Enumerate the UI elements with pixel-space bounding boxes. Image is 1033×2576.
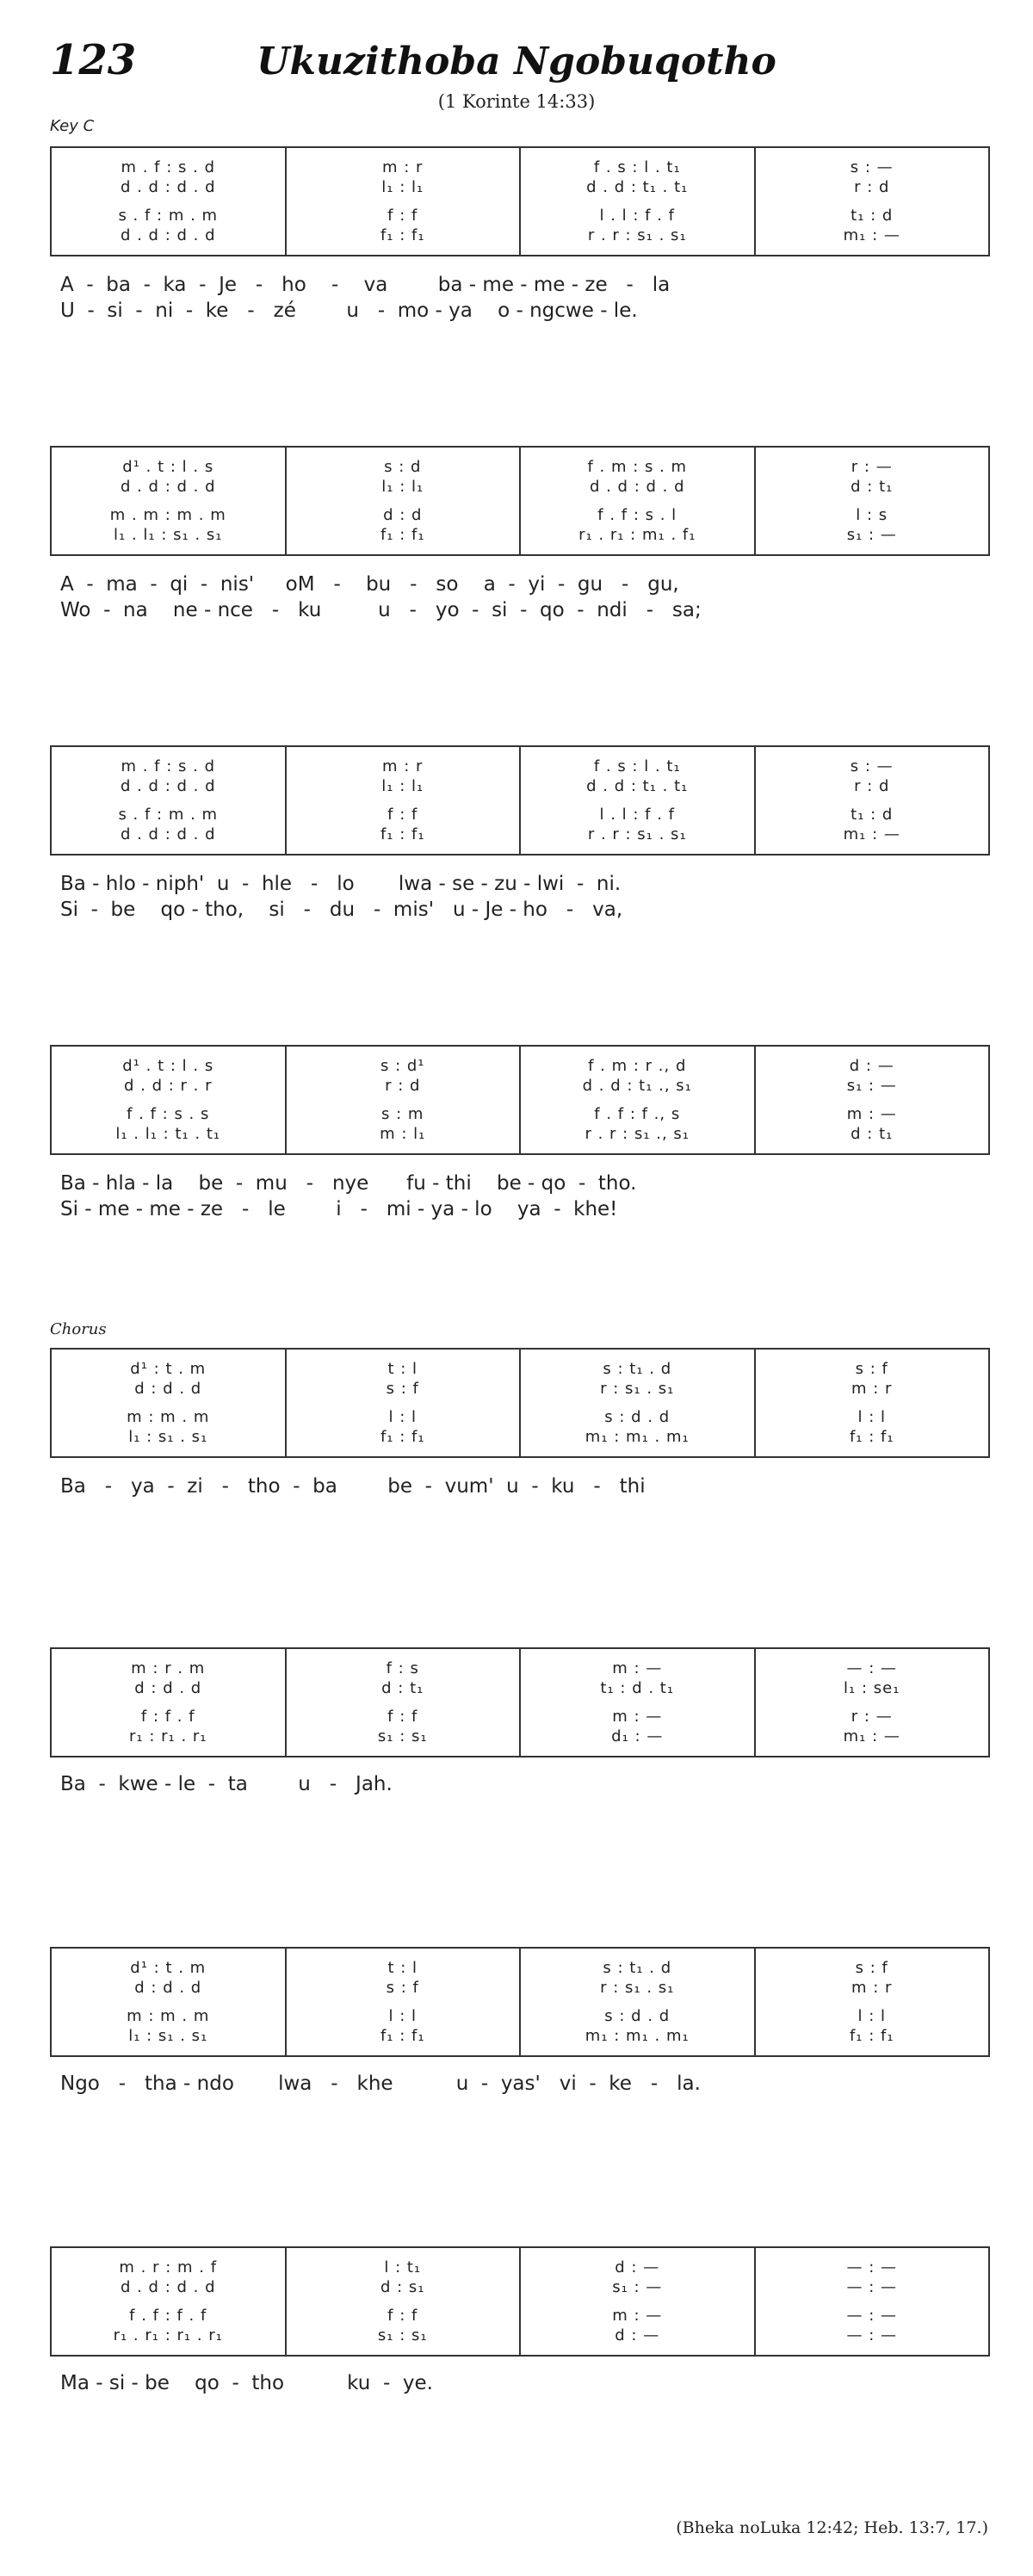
measure — [754, 747, 989, 854]
solfa-row: l . l : f . f — [599, 207, 675, 225]
solfa-row: m : — — [612, 1659, 663, 1677]
solfa-row: d : d . d — [134, 1679, 202, 1697]
solfa-row: r . r : s₁ . s₁ — [587, 825, 687, 843]
solfa-row: m : m . m — [127, 1408, 210, 1426]
solfa-row: m₁ : — — [843, 825, 900, 843]
measure — [52, 448, 285, 554]
measure — [754, 1649, 989, 1756]
solfa-row: f . m : s . m — [587, 458, 688, 476]
music-system — [50, 1348, 990, 1458]
solfa-row: m₁ : — — [843, 1727, 900, 1745]
solfa-row: s : — — [850, 757, 894, 775]
measure — [519, 448, 754, 554]
solfa-row: s : f — [855, 1360, 888, 1378]
solfa-row: d : — — [615, 2326, 660, 2344]
solfa-row: d . d : d . d — [120, 2278, 216, 2296]
hymn-number: 123 — [50, 36, 137, 84]
measure — [754, 1350, 989, 1456]
solfa-row: r : — — [851, 1708, 893, 1726]
solfa-row: — : — — [846, 1659, 897, 1677]
solfa-row: m : m . m — [127, 2007, 210, 2025]
footnote: (Bheka noLuka 12:42; Heb. 13:7, 17.) — [676, 2518, 988, 2537]
solfa-row: t : l — [387, 1959, 418, 1977]
solfa-row: r : d — [854, 178, 890, 196]
solfa-row: f . f : s . l — [597, 506, 677, 524]
measure — [519, 1350, 754, 1456]
solfa-row: f . f : f ., s — [594, 1105, 681, 1123]
measure — [519, 2248, 754, 2355]
music-system — [50, 146, 990, 256]
solfa-row: f : f — [387, 1708, 418, 1726]
solfa-row: t₁ : d . t₁ — [600, 1679, 675, 1697]
solfa-row: d¹ : t . m — [130, 1959, 207, 1977]
lyric-line: Wo - na ne - nce - ku u - yo - si - qo - ndi - sa; — [60, 599, 702, 621]
solfa-row: d : — — [849, 1057, 894, 1075]
measure — [52, 1949, 285, 2055]
solfa-row: f₁ : f₁ — [380, 2027, 425, 2045]
solfa-row: d¹ . t : l . s — [122, 458, 214, 476]
solfa-row: s₁ : — — [612, 2278, 663, 2296]
solfa-row: s₁ : — — [846, 1077, 897, 1095]
lyric-line: A - ma - qi - nis' oM - bu - so a - yi - gu - gu, — [60, 573, 679, 596]
measure — [754, 2248, 989, 2355]
solfa-row: d : t₁ — [381, 1679, 424, 1697]
solfa-row: m₁ : m₁ . m₁ — [585, 1428, 690, 1446]
lyric-line: A - ba - ka - Je - ho - va ba - me - me - ze - la — [60, 274, 671, 296]
solfa-row: d : s₁ — [380, 2278, 425, 2296]
measure — [285, 448, 520, 554]
lyric-line: Ba - hla - la be - mu - nye fu - thi be - qo - tho. — [60, 1172, 637, 1195]
solfa-row: m . f : s . d — [121, 757, 215, 775]
measure — [519, 1649, 754, 1756]
lyric-line: Si - me - me - ze - le i - mi - ya - lo ya - khe! — [60, 1198, 618, 1220]
solfa-row: s : t₁ . d — [603, 1959, 672, 1977]
lyric-line: Ngo - tha - ndo lwa - khe u - yas' vi - ke - la. — [60, 2073, 701, 2095]
solfa-row: d : — — [615, 2258, 660, 2276]
music-system — [50, 2246, 990, 2357]
measure — [52, 1047, 285, 1153]
solfa-row: m : — — [612, 2307, 663, 2325]
lyric-line: Ma - si - be qo - tho ku - ye. — [60, 2372, 433, 2394]
solfa-row: l₁ : s₁ . s₁ — [128, 1428, 208, 1446]
solfa-row: d : t₁ — [851, 478, 894, 496]
solfa-row: l₁ : l₁ — [381, 478, 424, 496]
solfa-row: s : t₁ . d — [603, 1360, 672, 1378]
solfa-row: r₁ . r₁ : r₁ . r₁ — [113, 2326, 223, 2344]
solfa-row: m : — — [846, 1105, 897, 1123]
measure — [52, 2248, 285, 2355]
solfa-row: d : t₁ — [851, 1125, 894, 1143]
measure — [52, 747, 285, 854]
solfa-row: m . m : m . m — [109, 506, 226, 524]
solfa-row: s₁ : s₁ — [377, 1727, 428, 1745]
solfa-row: l : l — [857, 1408, 886, 1426]
solfa-row: d . d : t₁ . t₁ — [586, 178, 689, 196]
solfa-row: l₁ . l₁ : s₁ . s₁ — [114, 526, 223, 544]
measure — [519, 1949, 754, 2055]
solfa-row: r . r : s₁ ., s₁ — [585, 1125, 690, 1143]
solfa-row: l₁ : s₁ . s₁ — [128, 2027, 208, 2045]
music-system — [50, 446, 990, 556]
measure — [52, 148, 285, 255]
solfa-row: f : s — [386, 1659, 419, 1677]
measure — [754, 148, 989, 255]
measure — [285, 2248, 520, 2355]
solfa-row: d . d : d . d — [120, 825, 216, 843]
solfa-row: l : l — [388, 2007, 417, 2025]
solfa-row: m : — — [612, 1708, 663, 1726]
solfa-row: t : l — [387, 1360, 418, 1378]
solfa-row: r : — — [851, 458, 893, 476]
solfa-row: m : r . m — [131, 1659, 206, 1677]
solfa-row: f₁ : f₁ — [380, 825, 425, 843]
solfa-row: f . f : f . f — [129, 2307, 207, 2325]
solfa-row: l . l : f . f — [599, 806, 675, 824]
measure — [52, 1649, 285, 1756]
solfa-row: l₁ : se₁ — [844, 1679, 900, 1697]
solfa-row: s . f : m . m — [118, 207, 219, 225]
solfa-row: f₁ : f₁ — [380, 526, 425, 544]
solfa-row: d¹ . t : l . s — [122, 1057, 214, 1075]
solfa-row: s : — — [850, 158, 894, 176]
measure — [285, 747, 520, 854]
solfa-row: f : f — [387, 2307, 418, 2325]
solfa-row: s₁ : s₁ — [377, 2326, 428, 2344]
solfa-row: s : f — [386, 1979, 419, 1997]
solfa-row: f . f : s . s — [127, 1105, 210, 1123]
solfa-row: f . m : r ., d — [588, 1057, 687, 1075]
solfa-row: m : r — [382, 158, 424, 176]
solfa-row: s . f : m . m — [118, 806, 219, 824]
solfa-row: r : s₁ . s₁ — [600, 1979, 675, 1997]
solfa-row: m : r — [382, 757, 424, 775]
solfa-row: m : l₁ — [380, 1125, 426, 1143]
solfa-row: m₁ : m₁ . m₁ — [585, 2027, 690, 2045]
solfa-row: d . d : d . d — [120, 226, 216, 244]
solfa-row: f₁ : f₁ — [380, 1428, 425, 1446]
solfa-row: r . r : s₁ . s₁ — [587, 226, 687, 244]
solfa-row: d : d — [383, 506, 423, 524]
lyric-line: U - si - ni - ke - zé u - mo - ya o - ngcwe - le. — [60, 300, 638, 322]
measure — [754, 1047, 989, 1153]
measure — [285, 1949, 520, 2055]
lyric-line: Si - be qo - tho, si - du - mis' u - Je - ho - va, — [60, 899, 623, 921]
solfa-row: f . s : l . t₁ — [593, 158, 681, 176]
music-system — [50, 1647, 990, 1757]
solfa-row: m . f : s . d — [121, 158, 215, 176]
solfa-row: l : t₁ — [384, 2258, 422, 2276]
solfa-row: l₁ : l₁ — [381, 178, 424, 196]
lyric-line: Ba - kwe - le - ta u - Jah. — [60, 1773, 393, 1795]
solfa-row: f : f — [387, 207, 418, 225]
solfa-row: s : d . d — [604, 1408, 671, 1426]
measure — [754, 448, 989, 554]
music-system — [50, 1045, 990, 1155]
solfa-row: m : r — [851, 1380, 893, 1398]
solfa-row: d₁ : — — [611, 1727, 664, 1745]
solfa-row: — : — — [846, 2258, 897, 2276]
solfa-row: r : d — [385, 1077, 421, 1095]
measure — [519, 1047, 754, 1153]
measure — [285, 1649, 520, 1756]
music-system — [50, 1947, 990, 2057]
lyric-line: Ba - ya - zi - tho - ba be - vum' u - ku - thi — [60, 1475, 646, 1498]
solfa-row: s : d — [384, 458, 422, 476]
solfa-row: d . d : d . d — [120, 777, 216, 795]
music-system — [50, 745, 990, 856]
chorus-label: Chorus — [50, 1320, 107, 1338]
solfa-row: r₁ . r₁ : m₁ . f₁ — [578, 526, 696, 544]
solfa-row: l₁ : l₁ — [381, 777, 424, 795]
measure — [285, 1350, 520, 1456]
solfa-row: d : d . d — [134, 1380, 202, 1398]
solfa-row: f₁ : f₁ — [849, 1428, 894, 1446]
solfa-row: d . d : r . r — [124, 1077, 213, 1095]
solfa-row: r₁ : r₁ . r₁ — [128, 1727, 207, 1745]
solfa-row: d . d : d . d — [120, 178, 216, 196]
solfa-row: d¹ : t . m — [130, 1360, 207, 1378]
measure — [285, 1047, 520, 1153]
solfa-row: r : d — [854, 777, 890, 795]
solfa-row: d . d : t₁ . t₁ — [586, 777, 689, 795]
solfa-row: s : d¹ — [380, 1057, 425, 1075]
solfa-row: r : s₁ . s₁ — [600, 1380, 675, 1398]
scripture-reference: (1 Korinte 14:33) — [437, 91, 596, 112]
measure — [285, 148, 520, 255]
measure — [52, 1350, 285, 1456]
solfa-row: s₁ : — — [846, 526, 897, 544]
solfa-row: f₁ : f₁ — [380, 226, 425, 244]
solfa-row: d . d : d . d — [589, 478, 685, 496]
solfa-row: s : f — [855, 1959, 888, 1977]
solfa-row: — : — — [846, 2326, 897, 2344]
solfa-row: s : f — [386, 1380, 419, 1398]
solfa-row: d : d . d — [134, 1979, 202, 1997]
solfa-row: f : f . f — [140, 1708, 195, 1726]
solfa-row: — : — — [846, 2307, 897, 2325]
solfa-row: d . d : d . d — [120, 478, 216, 496]
solfa-row: m₁ : — — [843, 226, 900, 244]
solfa-row: t₁ : d — [851, 806, 894, 824]
measure — [519, 148, 754, 255]
solfa-row: f : f — [387, 806, 418, 824]
hymn-title: Ukuzithoba Ngobuqotho — [257, 40, 776, 83]
solfa-row: l : l — [857, 2007, 886, 2025]
measure — [519, 747, 754, 854]
solfa-row: m : r — [851, 1979, 893, 1997]
lyric-line: Ba - hlo - niph' u - hle - lo lwa - se - zu - lwi - ni. — [60, 873, 622, 895]
solfa-row: s : d . d — [604, 2007, 671, 2025]
solfa-row: f . s : l . t₁ — [593, 757, 681, 775]
solfa-row: s : m — [381, 1105, 424, 1123]
solfa-row: m . r : m . f — [119, 2258, 218, 2276]
solfa-row: l : l — [388, 1408, 417, 1426]
solfa-row: d . d : t₁ ., s₁ — [582, 1077, 692, 1095]
solfa-row: t₁ : d — [851, 207, 894, 225]
solfa-row: f₁ : f₁ — [849, 2027, 894, 2045]
solfa-row: l₁ . l₁ : t₁ . t₁ — [115, 1125, 221, 1143]
solfa-row: — : — — [846, 2278, 897, 2296]
measure — [754, 1949, 989, 2055]
solfa-row: l : s — [856, 506, 888, 524]
key-signature: Key C — [50, 117, 95, 135]
